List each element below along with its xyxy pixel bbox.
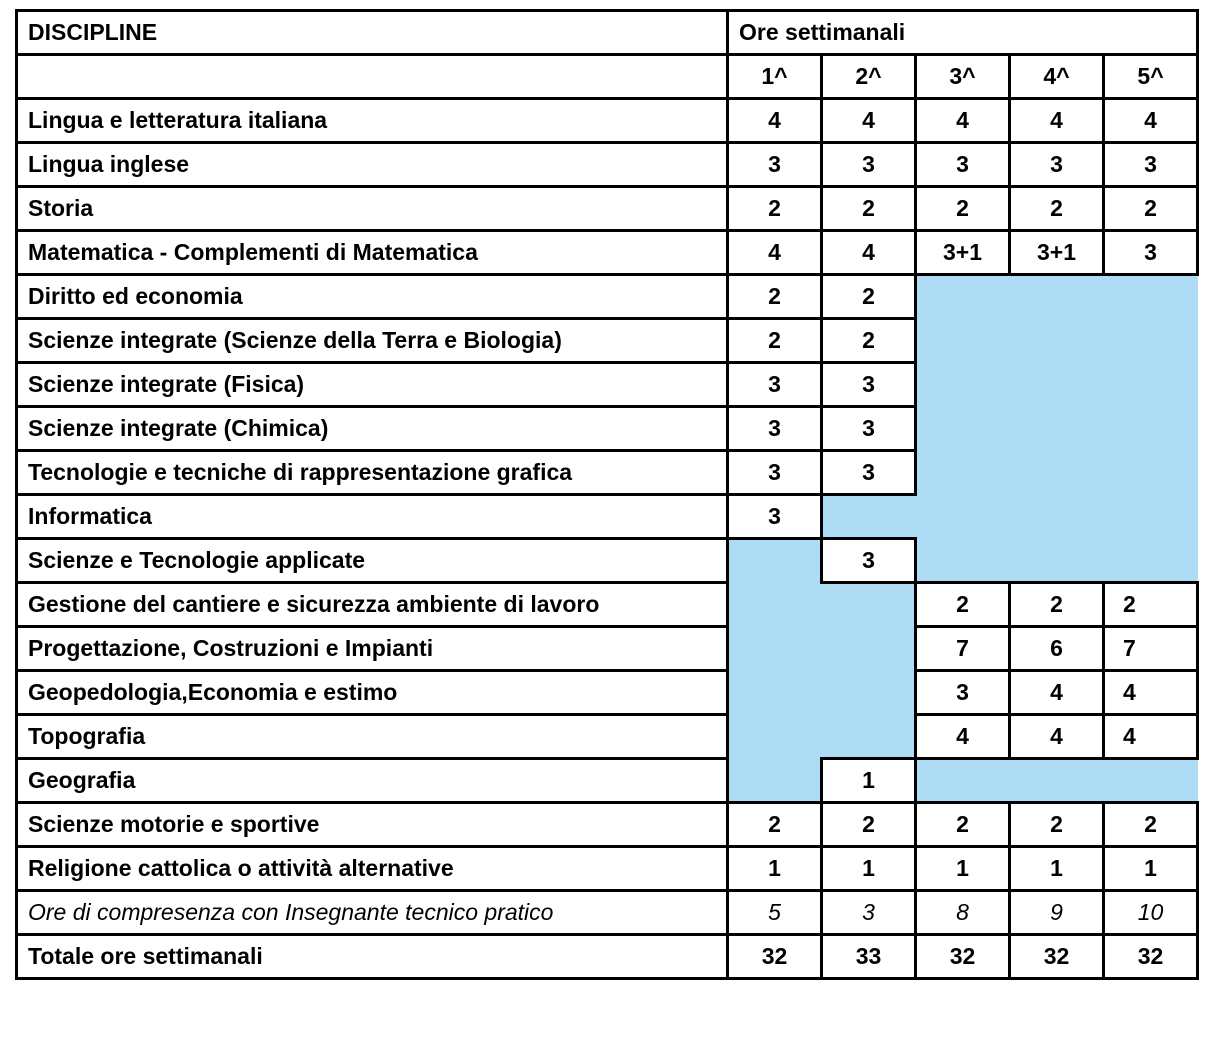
empty-cell	[1010, 319, 1104, 363]
table-row	[17, 671, 1198, 715]
table-row	[17, 759, 1198, 803]
hours-cell: 32	[916, 935, 1010, 979]
empty-cell	[822, 671, 916, 715]
discipline-name: Gestione del cantiere e sicurezza ambiente di lavoro	[17, 583, 728, 627]
empty-cell	[1104, 275, 1198, 319]
hours-cell: 2	[822, 187, 916, 231]
empty-cell	[728, 539, 822, 583]
hours-cell: 5	[728, 891, 822, 935]
empty-cell	[822, 715, 916, 759]
discipline-name: Diritto ed economia	[17, 275, 728, 319]
empty-cell	[728, 715, 822, 759]
empty-cell	[1010, 407, 1104, 451]
hours-cell: 4	[916, 715, 1010, 759]
empty-cell	[916, 451, 1010, 495]
table-row	[17, 319, 1198, 363]
year-header: 5^	[1104, 55, 1198, 99]
year-header: 3^	[916, 55, 1010, 99]
empty-cell	[1010, 363, 1104, 407]
hours-cell: 1	[916, 847, 1010, 891]
empty-header-cell	[17, 55, 728, 99]
table-row	[17, 143, 1198, 187]
hours-cell: 2	[1010, 803, 1104, 847]
hours-cell: 2	[1104, 187, 1198, 231]
hours-cell: 3	[822, 363, 916, 407]
hours-cell: 8	[916, 891, 1010, 935]
table-row	[17, 407, 1198, 451]
table-row	[17, 583, 1198, 627]
discipline-name: Ore di compresenza con Insegnante tecnico pratico	[17, 891, 728, 935]
table-row	[17, 495, 1198, 539]
hours-cell: 3	[728, 451, 822, 495]
empty-cell	[1104, 407, 1198, 451]
table-row	[17, 935, 1198, 979]
table-row	[17, 627, 1198, 671]
discipline-name: Storia	[17, 187, 728, 231]
discipline-name: Lingua e letteratura italiana	[17, 99, 728, 143]
hours-cell: 1	[728, 847, 822, 891]
hours-cell: 32	[1104, 935, 1198, 979]
hours-cell: 4	[1104, 671, 1198, 715]
hours-cell: 4	[1010, 671, 1104, 715]
year-header: 1^	[728, 55, 822, 99]
empty-cell	[1104, 319, 1198, 363]
table-row	[17, 451, 1198, 495]
table-row	[17, 275, 1198, 319]
hours-cell: 4	[1104, 715, 1198, 759]
empty-cell	[1010, 451, 1104, 495]
discipline-name: Informatica	[17, 495, 728, 539]
discipline-name: Topografia	[17, 715, 728, 759]
table-row	[17, 715, 1198, 759]
hours-cell: 3	[1104, 143, 1198, 187]
table-row	[17, 803, 1198, 847]
empty-cell	[1010, 759, 1104, 803]
hours-cell: 3	[728, 363, 822, 407]
hours-cell: 1	[822, 847, 916, 891]
hours-cell: 4	[1010, 715, 1104, 759]
empty-cell	[822, 583, 916, 627]
hours-cell: 3+1	[1010, 231, 1104, 275]
discipline-name: Scienze motorie e sportive	[17, 803, 728, 847]
hours-cell: 4	[822, 231, 916, 275]
weekly-hours-header: Ore settimanali	[728, 11, 1198, 55]
discipline-name: Matematica - Complementi di Matematica	[17, 231, 728, 275]
hours-cell: 3	[1010, 143, 1104, 187]
empty-cell	[728, 759, 822, 803]
hours-cell: 7	[1104, 627, 1198, 671]
disciplines-header: DISCIPLINE	[17, 11, 728, 55]
discipline-name: Geografia	[17, 759, 728, 803]
empty-cell	[916, 363, 1010, 407]
empty-cell	[1010, 495, 1104, 539]
empty-cell	[822, 627, 916, 671]
empty-cell	[1010, 275, 1104, 319]
hours-cell: 1	[822, 759, 916, 803]
hours-cell: 3	[822, 143, 916, 187]
table-row	[17, 363, 1198, 407]
table-row	[17, 891, 1198, 935]
hours-cell: 3	[728, 407, 822, 451]
empty-cell	[916, 539, 1010, 583]
empty-cell	[1104, 451, 1198, 495]
empty-cell	[822, 495, 916, 539]
hours-cell: 4	[1010, 99, 1104, 143]
year-header: 2^	[822, 55, 916, 99]
hours-cell: 4	[822, 99, 916, 143]
hours-cell: 7	[916, 627, 1010, 671]
empty-cell	[916, 275, 1010, 319]
hours-cell: 2	[728, 275, 822, 319]
hours-cell: 33	[822, 935, 916, 979]
hours-cell: 3	[822, 451, 916, 495]
hours-cell: 2	[916, 803, 1010, 847]
hours-cell: 2	[916, 187, 1010, 231]
hours-cell: 1	[1104, 847, 1198, 891]
empty-cell	[1104, 495, 1198, 539]
hours-cell: 2	[1104, 803, 1198, 847]
table-row	[17, 539, 1198, 583]
hours-cell: 3	[822, 539, 916, 583]
hours-cell: 6	[1010, 627, 1104, 671]
hours-cell: 3	[822, 891, 916, 935]
hours-cell: 2	[822, 803, 916, 847]
hours-cell: 4	[916, 99, 1010, 143]
empty-cell	[916, 319, 1010, 363]
hours-cell: 2	[1010, 583, 1104, 627]
header-row	[17, 11, 1198, 55]
discipline-name: Progettazione, Costruzioni e Impianti	[17, 627, 728, 671]
empty-cell	[916, 759, 1010, 803]
empty-cell	[1104, 539, 1198, 583]
table-row	[17, 231, 1198, 275]
discipline-name: Lingua inglese	[17, 143, 728, 187]
hours-cell: 2	[916, 583, 1010, 627]
hours-cell: 2	[1010, 187, 1104, 231]
discipline-name: Scienze integrate (Scienze della Terra e Biologia)	[17, 319, 728, 363]
hours-cell: 2	[822, 275, 916, 319]
empty-cell	[1104, 759, 1198, 803]
years-row	[17, 55, 1198, 99]
table-row	[17, 187, 1198, 231]
hours-cell: 1	[1010, 847, 1104, 891]
hours-cell: 4	[1104, 99, 1198, 143]
hours-cell: 3	[728, 143, 822, 187]
discipline-name: Totale ore settimanali	[17, 935, 728, 979]
empty-cell	[916, 407, 1010, 451]
hours-cell: 3+1	[916, 231, 1010, 275]
hours-cell: 32	[728, 935, 822, 979]
empty-cell	[1010, 539, 1104, 583]
hours-cell: 3	[916, 671, 1010, 715]
hours-cell: 9	[1010, 891, 1104, 935]
hours-cell: 2	[728, 319, 822, 363]
discipline-name: Tecnologie e tecniche di rappresentazione grafica	[17, 451, 728, 495]
hours-cell: 2	[728, 187, 822, 231]
discipline-name: Religione cattolica o attività alternative	[17, 847, 728, 891]
empty-cell	[728, 671, 822, 715]
empty-cell	[916, 495, 1010, 539]
empty-cell	[728, 627, 822, 671]
table-row	[17, 99, 1198, 143]
discipline-name: Scienze integrate (Chimica)	[17, 407, 728, 451]
hours-cell: 2	[822, 319, 916, 363]
empty-cell	[728, 583, 822, 627]
discipline-name: Geopedologia,Economia e estimo	[17, 671, 728, 715]
hours-cell: 3	[916, 143, 1010, 187]
year-header: 4^	[1010, 55, 1104, 99]
hours-cell: 4	[728, 99, 822, 143]
hours-cell: 3	[822, 407, 916, 451]
discipline-name: Scienze e Tecnologie applicate	[17, 539, 728, 583]
hours-cell: 4	[728, 231, 822, 275]
table-row	[17, 847, 1198, 891]
discipline-name: Scienze integrate (Fisica)	[17, 363, 728, 407]
hours-cell: 2	[728, 803, 822, 847]
hours-cell: 3	[1104, 231, 1198, 275]
hours-cell: 32	[1010, 935, 1104, 979]
hours-cell: 10	[1104, 891, 1198, 935]
hours-cell: 3	[728, 495, 822, 539]
hours-cell: 2	[1104, 583, 1198, 627]
empty-cell	[1104, 363, 1198, 407]
weekly-hours-table	[15, 9, 1199, 980]
